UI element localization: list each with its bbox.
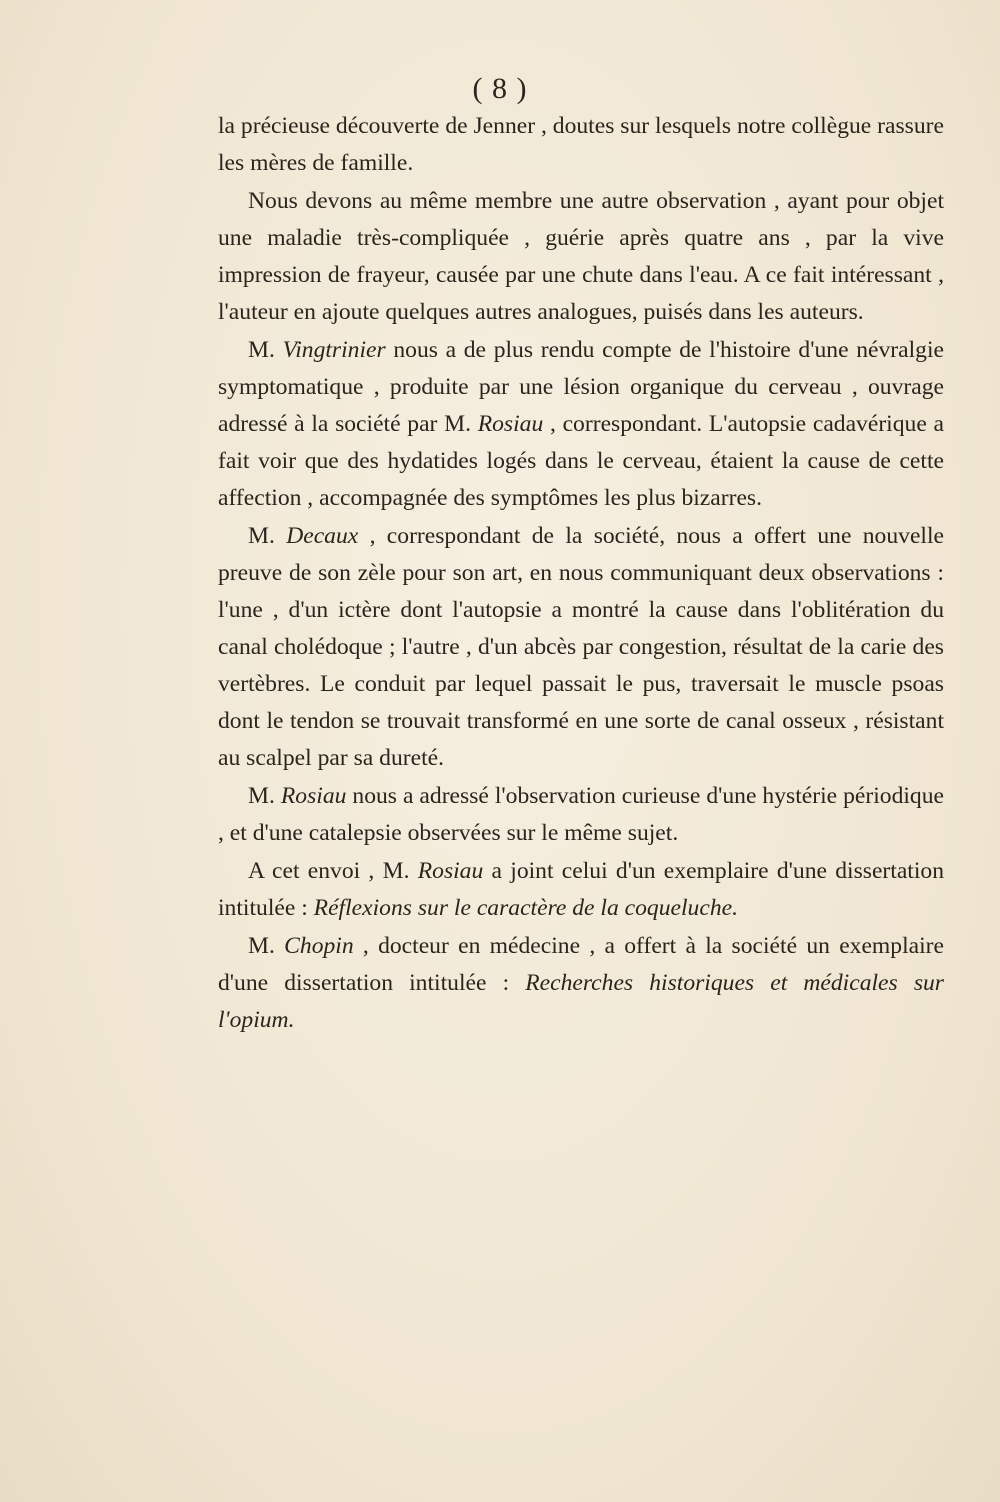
- italic-text: Vingtrinier: [282, 337, 386, 363]
- paragraph: [218, 108, 944, 182]
- text-segment: A cet envoi , M.: [248, 858, 418, 884]
- italic-text: Rosiau: [280, 783, 347, 809]
- text-segment: nous a de plus rendu compte de l'histoire d'une névralgie symptomatique , produite par une lésion organique du cerveau , ouvrage adressé à la société par M.: [218, 337, 944, 437]
- paragraph: [218, 853, 944, 927]
- text-segment: M.: [248, 337, 283, 363]
- italic-text: Réflexions sur le caractère de la coqueluche.: [313, 895, 738, 921]
- text-segment: nous a adressé l'observation curieuse d'une hystérie périodique , et d'une catalepsie observées sur le même sujet.: [218, 783, 944, 846]
- paragraph: [218, 183, 944, 331]
- italic-text: Rosiau: [417, 858, 484, 884]
- text-segment: M.: [248, 523, 287, 549]
- italic-text: Chopin: [284, 933, 354, 959]
- italic-text: Decaux: [286, 523, 359, 549]
- text-segment: a joint celui d'un exemplaire d'une dissertation intitulée :: [218, 858, 945, 921]
- paragraph: [218, 928, 944, 1039]
- italic-text: Rosiau: [477, 411, 544, 437]
- text-segment: , correspondant. L'autopsie cadavérique a fait voir que des hydatides logés dans le cerveau, étaient la cause de cette affection , accompagnée des symptômes les plus bizarres.: [218, 411, 944, 511]
- text-segment: M.: [248, 783, 281, 809]
- body-text: [218, 108, 944, 1040]
- text-segment: M.: [248, 933, 285, 959]
- paragraph: [218, 778, 944, 852]
- text-segment: Nous devons au même membre une autre observation , ayant pour objet une maladie très-compliquée , guérie après quatre ans , par la vive impression de frayeur, causée par une chute dans l'eau. A ce fait intéressant , l'auteur en ajoute quelques autres analogues, puisés dans les auteurs.: [218, 188, 944, 325]
- paragraph: [218, 518, 944, 777]
- text-segment: , docteur en médecine , a offert à la société un exemplaire d'une dissertation intitulée :: [218, 933, 944, 996]
- paragraph: [218, 332, 944, 517]
- text-segment: , correspondant de la société, nous a offert une nouvelle preuve de son zèle pour son art, en nous communiquant deux observations : l'une , d'un ictère dont l'autopsie a montré la cause dans l'oblitération du canal cholédoque ; l'autre , d'un abcès par congestion, résultat de la carie des vertèbres. Le conduit par lequel passait le pus, traversait le muscle psoas dont le tendon se trouvait transformé en une sorte de canal osseux , résistant au scalpel par sa dureté.: [218, 523, 944, 771]
- page-number: ( 8 ): [472, 72, 528, 105]
- text-segment: la précieuse découverte de Jenner , doutes sur lesquels notre collègue rassure les mères de famille.: [218, 113, 944, 176]
- italic-text: Recherches historiques et médicales sur l'opium.: [218, 970, 944, 1033]
